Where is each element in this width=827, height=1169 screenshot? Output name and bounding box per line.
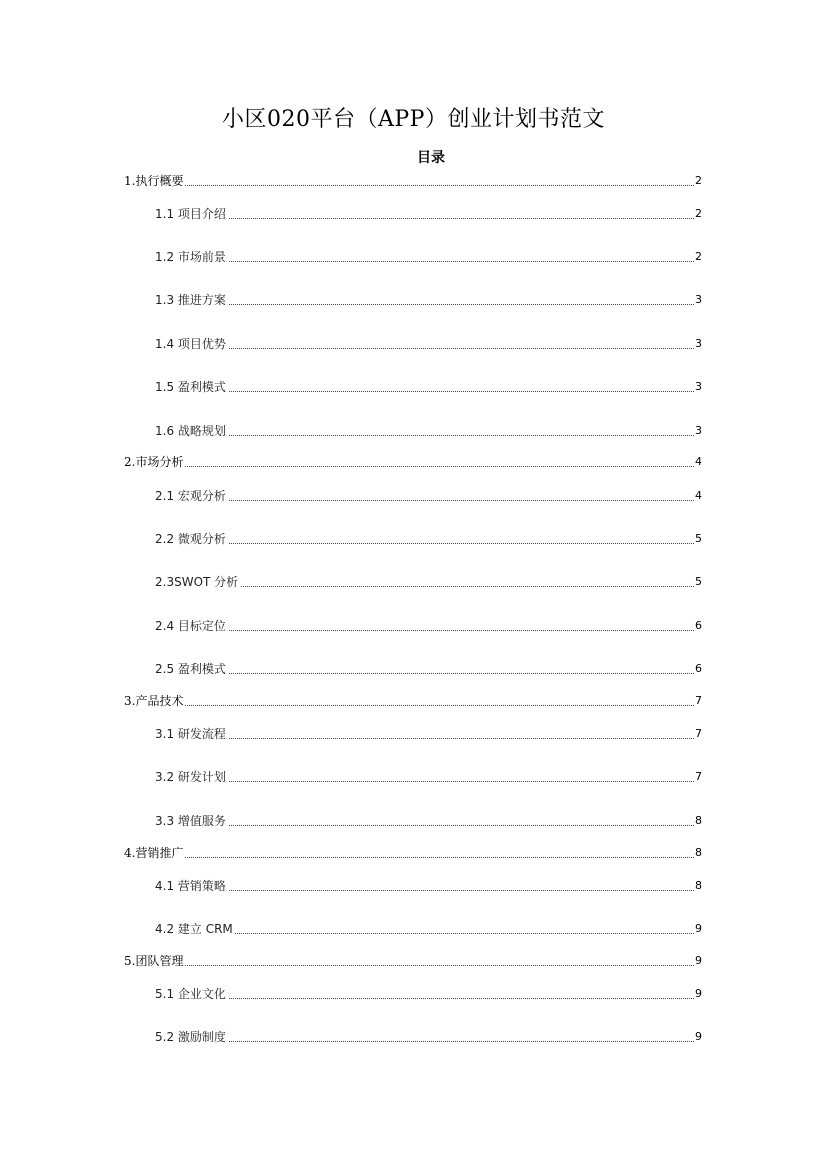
toc-page-number: 3 — [695, 335, 701, 353]
dot-leader — [155, 998, 696, 999]
toc-heading: 目录 — [417, 150, 445, 166]
dot-leader — [155, 890, 696, 891]
toc-page-number: 7 — [695, 692, 701, 710]
toc-entry-text: 5.1 企业文化 — [155, 987, 226, 1001]
toc-page-number: 9 — [695, 952, 701, 970]
dot-leader — [155, 543, 696, 544]
dot-leader — [155, 391, 696, 392]
toc-section-entry[interactable] — [0, 660, 827, 678]
toc-entry-text: 4.2 建立 CRM — [155, 922, 233, 936]
toc-page-number: 8 — [695, 877, 701, 895]
toc-section-entry[interactable] — [0, 422, 827, 440]
toc-section-entry[interactable] — [0, 248, 827, 266]
toc-section-entry[interactable] — [0, 920, 827, 938]
toc-entry-text: 1.5 盈利模式 — [155, 380, 226, 394]
dot-leader — [124, 466, 696, 467]
toc-page-number: 3 — [695, 291, 701, 309]
toc-entry-text: 2.1 宏观分析 — [155, 489, 226, 503]
toc-entry-text: 3.1 研发流程 — [155, 727, 226, 741]
toc-entry-text: 1.1 项目介绍 — [155, 207, 226, 221]
dot-leader — [155, 435, 696, 436]
toc-section-entry[interactable] — [0, 487, 827, 505]
toc-section-entry[interactable] — [0, 768, 827, 786]
dot-leader — [155, 1041, 696, 1042]
toc-page-number: 8 — [695, 844, 701, 862]
toc-section-entry[interactable] — [0, 812, 827, 830]
dot-leader — [155, 348, 696, 349]
toc-chapter-entry[interactable] — [0, 453, 827, 471]
toc-chapter-entry[interactable] — [0, 692, 827, 710]
toc-entry-text: 1.6 战略规划 — [155, 424, 226, 438]
toc-section-entry[interactable] — [0, 1028, 827, 1046]
toc-page-number: 6 — [695, 617, 701, 635]
toc-page-number: 7 — [695, 768, 701, 786]
toc-entry-text: 2.5 盈利模式 — [155, 662, 226, 676]
dot-leader — [155, 304, 696, 305]
dot-leader — [155, 261, 696, 262]
dot-leader — [155, 781, 696, 782]
dot-leader — [124, 705, 696, 706]
dot-leader — [155, 673, 696, 674]
dot-leader — [124, 185, 696, 186]
toc-entry-text: 1.执行概要 — [124, 174, 184, 188]
dot-leader — [124, 965, 696, 966]
dot-leader — [155, 630, 696, 631]
toc-chapter-entry[interactable] — [0, 952, 827, 970]
toc-chapter-entry[interactable] — [0, 172, 827, 190]
toc-entry-text: 2.2 微观分析 — [155, 532, 226, 546]
toc-page-number: 9 — [695, 1028, 701, 1046]
toc-page-number: 2 — [695, 205, 701, 223]
toc-entry-text: 4.营销推广 — [124, 846, 184, 860]
toc-section-entry[interactable] — [0, 335, 827, 353]
toc-page-number: 5 — [695, 530, 701, 548]
document-title: 小区020平台（APP）创业计划书范文 — [222, 107, 605, 132]
toc-section-entry[interactable] — [0, 877, 827, 895]
dot-leader — [155, 500, 696, 501]
toc-entry-text: 1.2 市场前景 — [155, 250, 226, 264]
toc-entry-text: 1.3 推进方案 — [155, 293, 226, 307]
toc-section-entry[interactable] — [0, 530, 827, 548]
toc-entry-text: 3.2 研发计划 — [155, 770, 226, 784]
toc-page-number: 5 — [695, 573, 701, 591]
toc-section-entry[interactable] — [0, 725, 827, 743]
dot-leader — [155, 825, 696, 826]
toc-section-entry[interactable] — [0, 205, 827, 223]
toc-page-number: 7 — [695, 725, 701, 743]
toc-page-number: 4 — [695, 453, 701, 471]
toc-section-entry[interactable] — [0, 573, 827, 591]
toc-entry-text: 2.4 目标定位 — [155, 619, 226, 633]
toc-entry-text: 3.3 增值服务 — [155, 814, 226, 828]
toc-entry-text: 2.市场分析 — [124, 455, 184, 469]
toc-entry-text: 4.1 营销策略 — [155, 879, 226, 893]
toc-entry-text: 1.4 项目优势 — [155, 337, 226, 351]
dot-leader — [155, 933, 696, 934]
toc-page-number: 3 — [695, 378, 701, 396]
toc-page-number: 9 — [695, 920, 701, 938]
toc-page-number: 9 — [695, 985, 701, 1003]
toc-chapter-entry[interactable] — [0, 844, 827, 862]
toc-section-entry[interactable] — [0, 617, 827, 635]
dot-leader — [155, 738, 696, 739]
toc-section-entry[interactable] — [0, 291, 827, 309]
toc-entry-text: 2.3SWOT 分析 — [155, 575, 239, 589]
toc-entry-text: 5.团队管理 — [124, 954, 184, 968]
toc-page-number: 3 — [695, 422, 701, 440]
toc-section-entry[interactable] — [0, 378, 827, 396]
toc-page-number: 2 — [695, 172, 701, 190]
toc-page-number: 6 — [695, 660, 701, 678]
toc-entry-text: 3.产品技术 — [124, 694, 184, 708]
toc-entry-text: 5.2 激励制度 — [155, 1030, 226, 1044]
dot-leader — [155, 218, 696, 219]
toc-section-entry[interactable] — [0, 985, 827, 1003]
toc-page-number: 8 — [695, 812, 701, 830]
toc-page-number: 2 — [695, 248, 701, 266]
dot-leader — [124, 857, 696, 858]
toc-page-number: 4 — [695, 487, 701, 505]
